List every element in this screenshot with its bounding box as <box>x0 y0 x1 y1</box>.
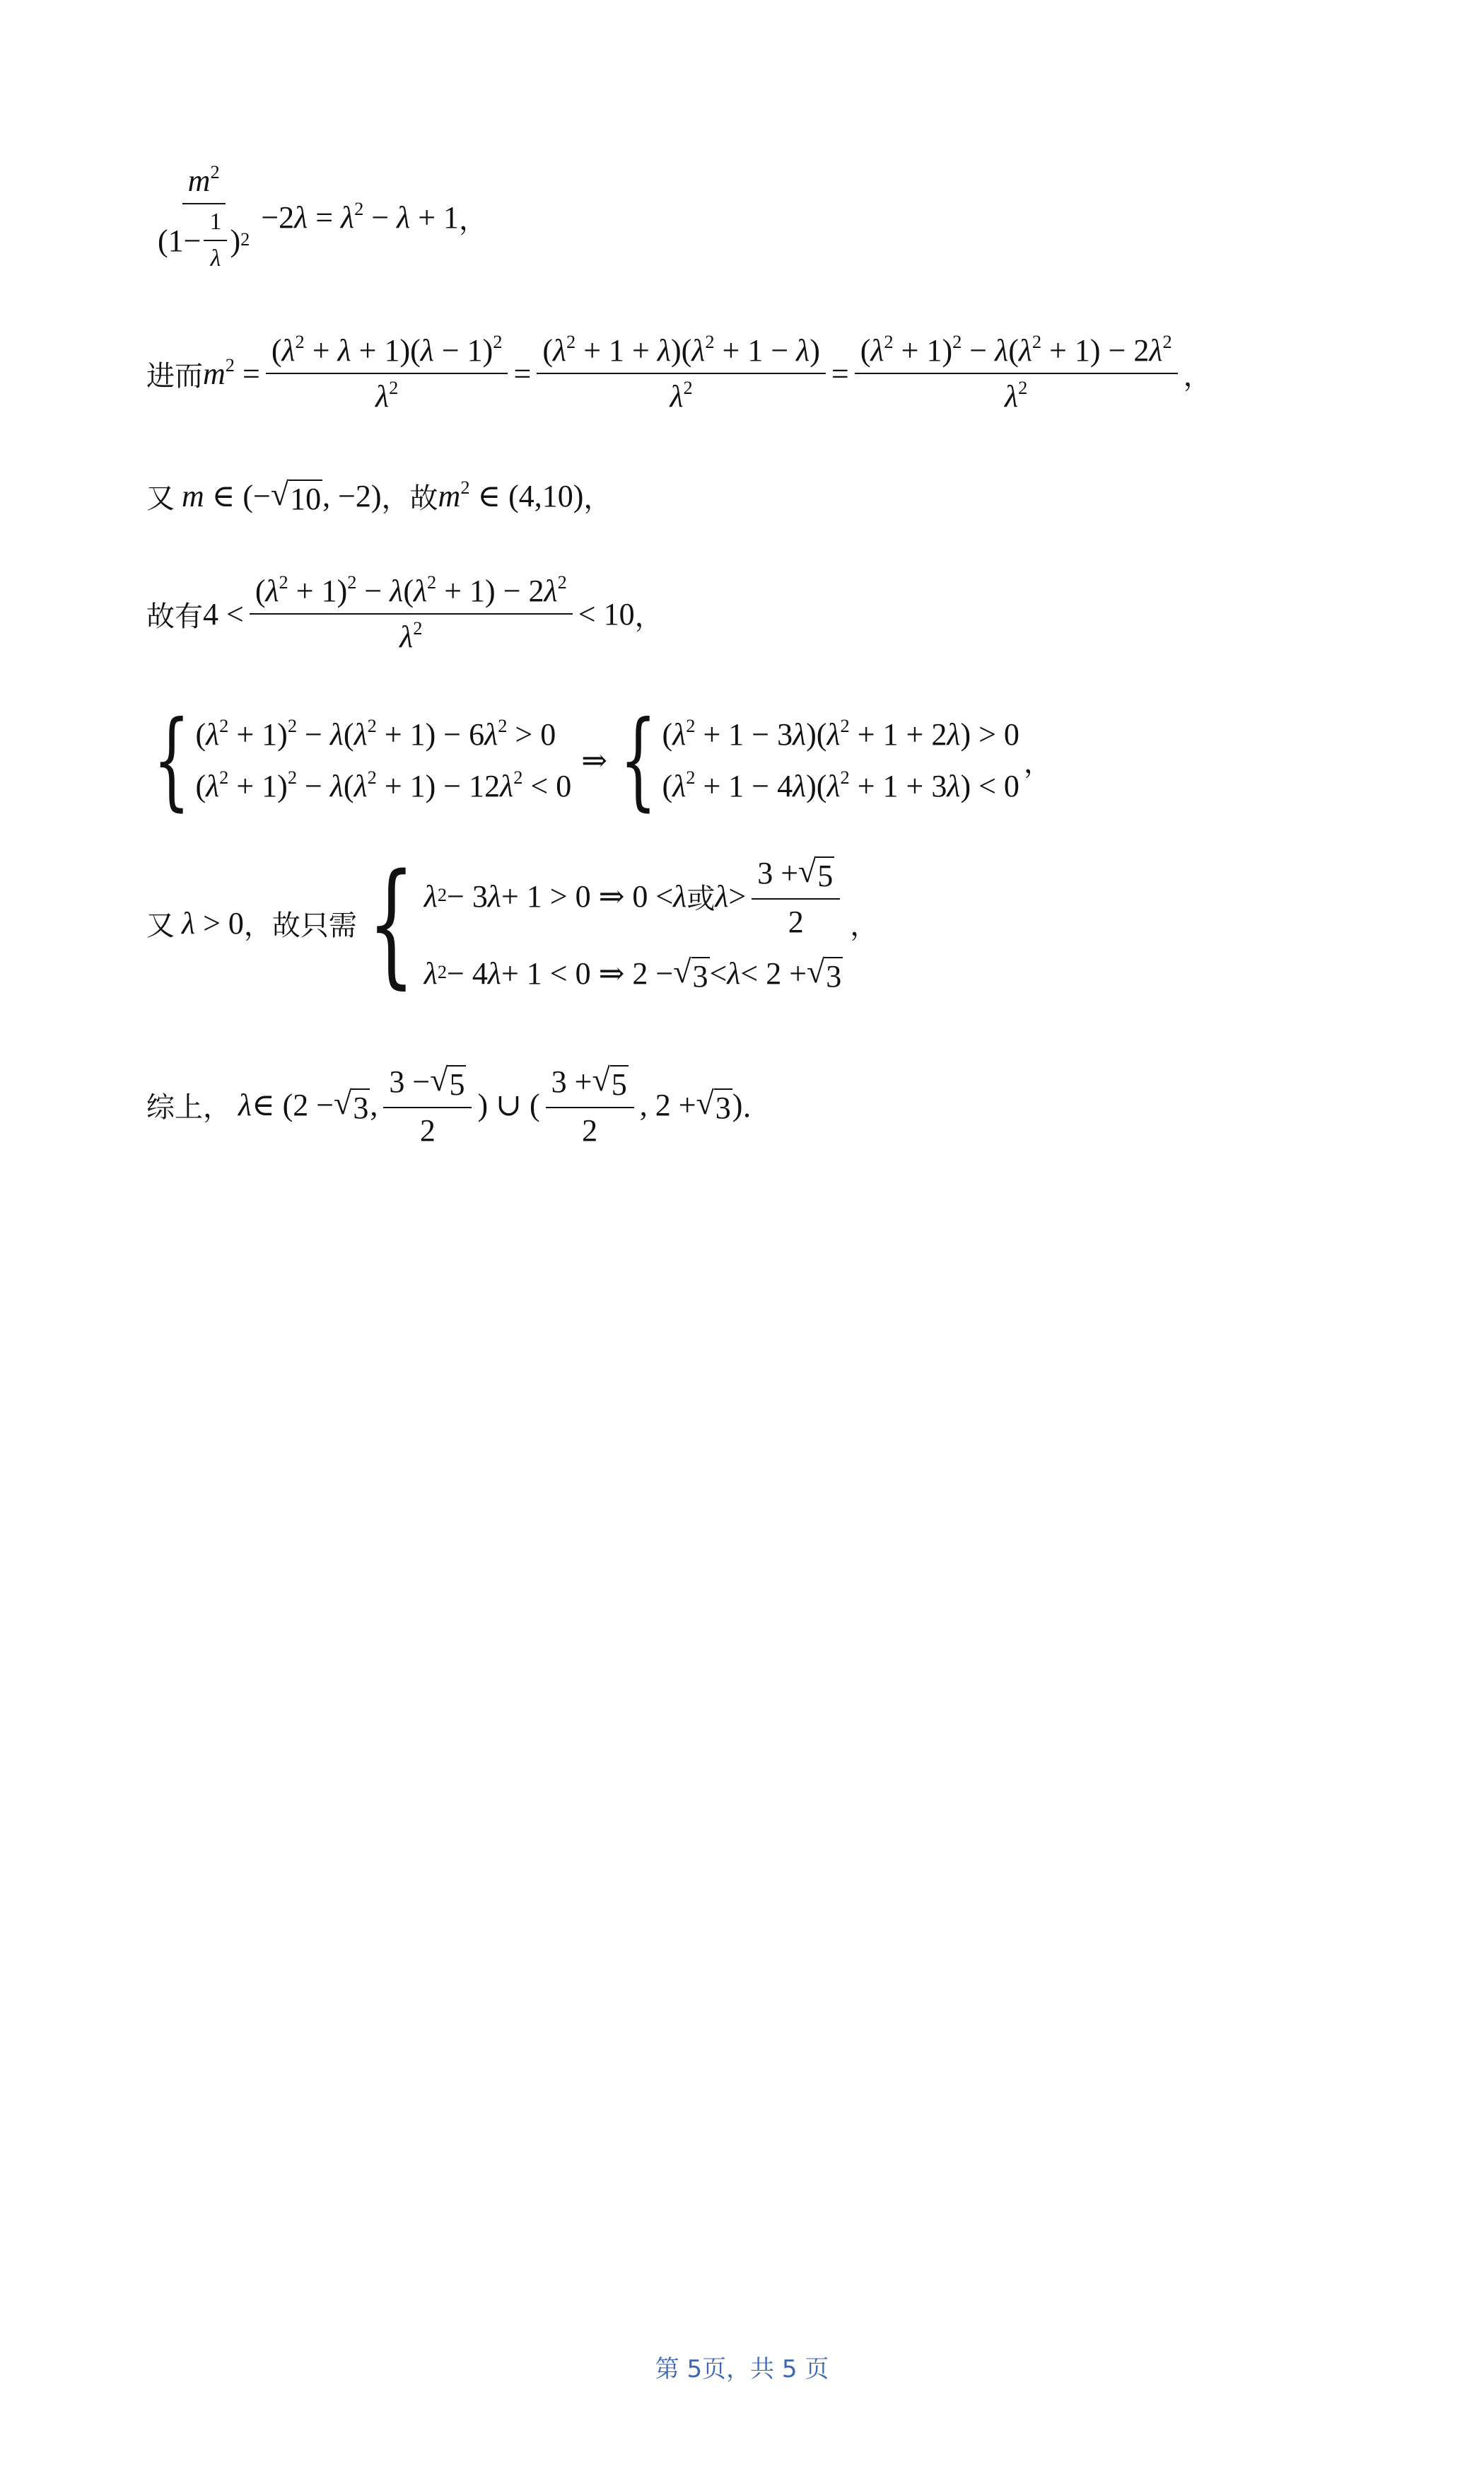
suffix-comma: ， <box>1023 746 1052 779</box>
equation-line-2: 进而 $m^2$ = $\frac{(\lambda^2 + \lambda + 1)(\lambda - 1)^2}{\lambda^2}$ = $\frac{(\lambda^2 + 1 + \lambda)(\lambda^2 + 1 - \lambda)}{\lambda^2}$ = $\frac{(\lambda^2 + 1)^2 - \lambda(\lambda^2 + 1) - 2\lambda^2}{\lambda^2}$ ， <box>146 331 1212 414</box>
equation-line-1: $m^2$ (1− $\frac{1}{\lambda}$ ) $^2$ $-2\lambda = \lambda^2 - \lambda + 1$ ， <box>146 163 487 272</box>
equation-line-3: 又 m ∈ (− √ 10 , −2) ，故 $m^2$ ∈ (4,10) ， <box>146 476 612 516</box>
equation-line-7: 综上， λ ∈ (2 − √ 3 , 3 − √ 5 2 ) ∪ ( 3 + √ 5 2 , 2 + √ 3 ) ． <box>146 1062 771 1148</box>
prefix-text: 又 <box>146 910 175 942</box>
sqrt-10: √ 10 <box>270 476 322 516</box>
fraction-m2-over: $m^2$ (1− $\frac{1}{\lambda}$ ) $^2$ <box>158 161 250 272</box>
fraction-d: $\frac{(\lambda^2 + 1)^2 - \lambda(\lambda^2 + 1) - 2\lambda^2}{\lambda^2}$ <box>250 573 573 655</box>
system-left: { $(\lambda^2 + 1)^2 - \lambda(\lambda^2 + 1) - 6\lambda^2 > 0$ $(\lambda^2 + 1)^2 - \lambda(\lambda^2 + 1) - 12\lambda^2 < 0$ <box>153 699 572 822</box>
suffix-comma: ， <box>459 204 488 236</box>
middle-text: ，故只需 <box>243 910 357 942</box>
system-conditions: { λ $^2$ − 3 λ + 1 > 0 ⇒ 0 < λ 或 λ > 3 + √ 5 2 λ $^2$ − 4 λ + 1 < 0 ⇒ 2 − √ 3 < λ < 2 + √ 3 <box>368 844 842 1001</box>
suffix-comma: ， <box>634 600 663 633</box>
suffix-comma: ， <box>583 482 612 515</box>
page-footer: 第 5页，共 5 页 <box>655 2355 829 2383</box>
equation-line-6: 又 λ > 0 ，故只需 { λ $^2$ − 3 λ + 1 > 0 ⇒ 0 < λ 或 λ > 3 + √ 5 2 λ $^2$ − 4 λ + 1 < 0 ⇒ 2 − √ 3 < λ < 2 + √ 3 ， <box>146 844 879 1001</box>
prefix-text: 进而 <box>146 359 203 393</box>
fraction-a: $\frac{(\lambda^2 + \lambda + 1)(\lambda - 1)^2}{\lambda^2}$ <box>266 332 508 414</box>
equation-line-5: { $(\lambda^2 + 1)^2 - \lambda(\lambda^2 + 1) - 6\lambda^2 > 0$ $(\lambda^2 + 1)^2 - \lambda(\lambda^2 + 1) - 12\lambda^2 < 0$ ⇒ { $(\lambda^2 + 1 - 3\lambda)(\lambda^2 + 1 + 2\lambda) > 0$ $(\lambda^2 + 1 - 4\lambda)(\lambda^2 + 1 + 3\lambda) < 0$ ， <box>146 707 1052 813</box>
or-text: 或 <box>687 882 715 915</box>
fraction-c: $\frac{(\lambda^2 + 1)^2 - \lambda(\lambda^2 + 1) - 2\lambda^2}{\lambda^2}$ <box>855 332 1178 414</box>
prefix-text: 综上， <box>146 1091 231 1124</box>
suffix-period: ． <box>742 1091 771 1124</box>
fraction-b: $\frac{(\lambda^2 + 1 + \lambda)(\lambda^2 + 1 - \lambda)}{\lambda^2}$ <box>537 332 826 414</box>
suffix-comma: ， <box>1183 359 1212 393</box>
system-right: { $(\lambda^2 + 1 - 3\lambda)(\lambda^2 + 1 + 2\lambda) > 0$ $(\lambda^2 + 1 - 4\lambda)(\lambda^2 + 1 + 3\lambda) < 0$ <box>619 699 1019 822</box>
middle-text: ，故 <box>381 482 438 515</box>
prefix-text: 故有 <box>146 600 203 633</box>
suffix-comma: ， <box>850 910 879 942</box>
prefix-text: 又 <box>146 482 175 515</box>
equation-line-4: 故有 4 < $\frac{(\lambda^2 + 1)^2 - \lambda(\lambda^2 + 1) - 2\lambda^2}{\lambda^2}$ < 10 ， <box>146 571 663 654</box>
